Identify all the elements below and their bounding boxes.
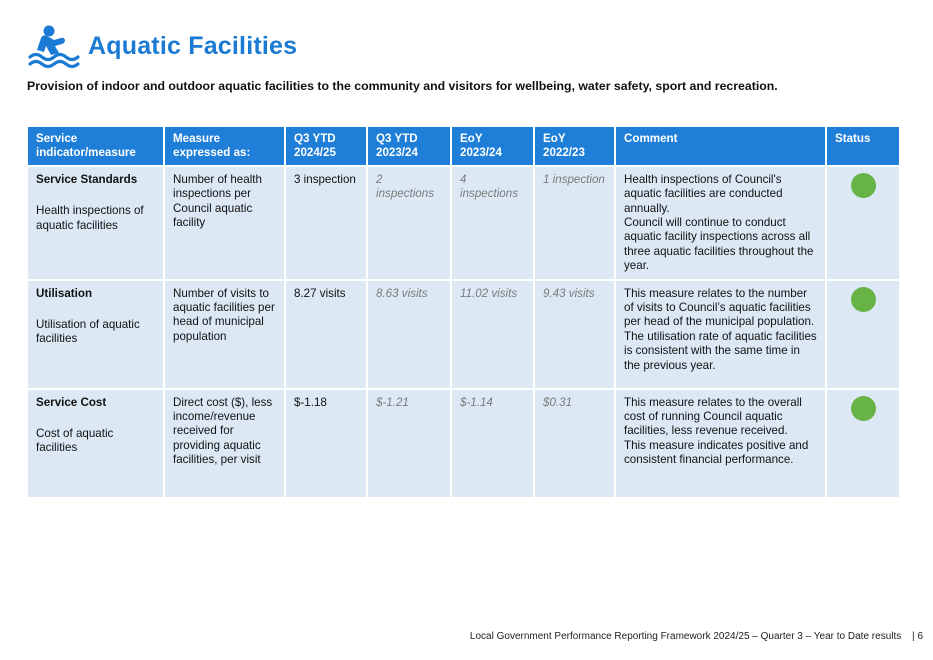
status-indicator-icon [851,173,876,198]
indicator-heading: Utilisation [36,286,93,300]
measure-cell: Number of health inspections per Council aquatic facility [165,167,284,279]
comment-cell: This measure relates to the number of visits to Council’s aquatic facilities per head of the municipal population. The utilisation rate of aquatic facilities is consistent with the same time in the previous year. [616,281,825,388]
current-value-cell: 8.27 visits [286,281,366,388]
indicator-table [26,125,901,499]
measure-cell: Direct cost ($), less income/revenue received for providing aquatic facilities, per visit [165,390,284,497]
indicator-name: Utilisation of aquatic facilities [36,318,140,346]
table-row [28,167,899,279]
status-cell [827,390,899,497]
status-indicator-icon [851,396,876,421]
status-cell [827,281,899,388]
column-header: Comment [616,127,825,165]
page-header [28,24,297,68]
table-header-row [28,127,899,165]
comment-cell: This measure relates to the overall cost of running Council aquatic facilities, less revenue received. This measure indicates positive and consistent financial performance. [616,390,825,497]
previous-value-cell: 11.02 visits [452,281,533,388]
column-header: Status [827,127,899,165]
current-value-cell: 3 inspection [286,167,366,279]
previous-value-cell: $-1.21 [368,390,450,497]
column-header: Q3 YTD 2024/25 [286,127,366,165]
footer-separator: | [912,631,915,642]
column-header: EoY 2023/24 [452,127,533,165]
indicator-cell [28,390,163,497]
indicator-name: Cost of aquatic facilities [36,427,114,455]
table-row [28,281,899,388]
indicator-cell [28,281,163,388]
previous-value-cell: 9.43 visits [535,281,614,388]
page-subtitle: Provision of indoor and outdoor aquatic facilities to the community and visitors for wellbeing, water safety, sport and recreation. [27,79,778,93]
status-cell [827,167,899,279]
current-value-cell: $-1.18 [286,390,366,497]
indicator-heading: Service Standards [36,172,138,186]
previous-value-cell: $0.31 [535,390,614,497]
status-indicator-icon [851,287,876,312]
column-header: Q3 YTD 2023/24 [368,127,450,165]
measure-cell: Number of visits to aquatic facilities per head of municipal population [165,281,284,388]
column-header: Service indicator/measure [28,127,163,165]
page-footer [470,631,923,642]
footer-text: Local Government Performance Reporting Framework 2024/25 – Quarter 3 – Year to Date results [469,631,902,642]
comment-cell: Health inspections of Council's aquatic facilities are conducted annually. Council will continue to conduct aquatic facility inspections across all three aquatic facilities throughout the year. [616,167,825,279]
page-number: 6 [917,631,923,642]
column-header: EoY 2022/23 [535,127,614,165]
previous-value-cell: 1 inspection [535,167,614,279]
indicator-cell [28,167,163,279]
previous-value-cell: $-1.14 [452,390,533,497]
previous-value-cell: 2 inspections [368,167,450,279]
table-row [28,390,899,497]
page-title: Aquatic Facilities [88,31,298,60]
indicator-name: Health inspections of aquatic facilities [36,204,144,232]
swimmer-icon [28,24,80,68]
previous-value-cell: 8.63 visits [368,281,450,388]
previous-value-cell: 4 inspections [452,167,533,279]
indicator-heading: Service Cost [36,395,107,409]
column-header: Measure expressed as: [165,127,284,165]
